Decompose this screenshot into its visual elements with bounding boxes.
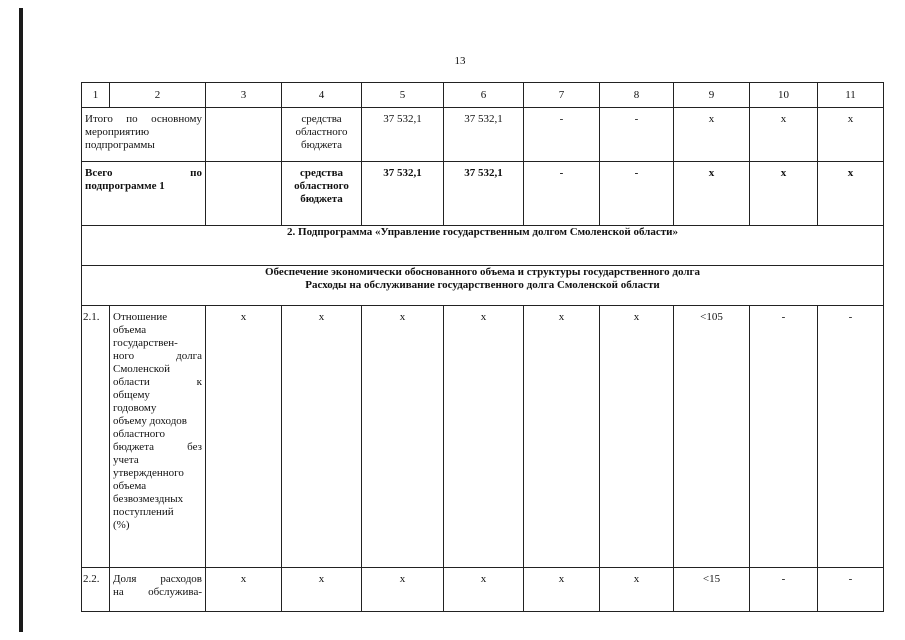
cell-col3: x bbox=[206, 568, 282, 612]
indicator-name bbox=[110, 306, 206, 568]
cell-col7: x bbox=[524, 568, 600, 612]
funding-source bbox=[282, 108, 362, 162]
indicator-name-line: объему доходов bbox=[113, 415, 187, 427]
column-header: 4 bbox=[282, 83, 362, 108]
cell-col8: - bbox=[600, 162, 674, 226]
cell-col5: 37 532,1 bbox=[362, 108, 444, 162]
column-header: 7 bbox=[524, 83, 600, 108]
row-label-line: подпрограммы bbox=[85, 139, 155, 151]
page-edge-bar bbox=[19, 8, 23, 632]
indicator-name-line: объема bbox=[113, 480, 147, 492]
indicator-name-line: поступлений bbox=[113, 506, 174, 518]
indicator-name-line: государствен- bbox=[113, 337, 178, 349]
cell-col8: x bbox=[600, 306, 674, 568]
source-line: областного bbox=[294, 180, 349, 192]
subsection-title-line: Расходы на обслуживание государственного долга Смоленской области bbox=[305, 279, 660, 291]
column-header: 6 bbox=[444, 83, 524, 108]
subsection-row bbox=[82, 266, 884, 306]
section-title: 2. Подпрограмма «Управление государственным долгом Смоленской области» bbox=[82, 226, 884, 266]
column-header: 2 bbox=[110, 83, 206, 108]
indicator-name-line: утвержденного bbox=[113, 467, 184, 479]
indicator-name-line: безвозмездных bbox=[113, 493, 184, 505]
row-label-line: Итого по основному bbox=[85, 113, 202, 125]
cell-col11: - bbox=[818, 306, 884, 568]
indicator-name-line: общему bbox=[113, 389, 150, 401]
cell-col7: - bbox=[524, 108, 600, 162]
table-row-total-main-event bbox=[82, 108, 884, 162]
indicator-name bbox=[110, 568, 206, 612]
subsection-title-line: Обеспечение экономически обоснованного объема и структуры государственного долга bbox=[265, 266, 700, 278]
cell-col8: x bbox=[600, 568, 674, 612]
cell-col10: - bbox=[750, 306, 818, 568]
indicator-name-line: Доля расходов bbox=[113, 573, 202, 585]
cell-col3: x bbox=[206, 306, 282, 568]
cell-col9: x bbox=[674, 108, 750, 162]
column-header: 8 bbox=[600, 83, 674, 108]
cell-col4: x bbox=[282, 306, 362, 568]
cell-col10: x bbox=[750, 108, 818, 162]
column-header: 5 bbox=[362, 83, 444, 108]
column-header: 10 bbox=[750, 83, 818, 108]
cell-col7: x bbox=[524, 306, 600, 568]
cell-col10: x bbox=[750, 162, 818, 226]
cell-col5: x bbox=[362, 306, 444, 568]
source-line: бюджета bbox=[300, 139, 342, 151]
indicator-name-line: годовому bbox=[113, 402, 157, 414]
cell-col8: - bbox=[600, 108, 674, 162]
subsection-title bbox=[82, 266, 884, 306]
source-line: средства bbox=[301, 113, 342, 125]
indicator-number: 2.2. bbox=[82, 568, 110, 612]
cell-col11: x bbox=[818, 108, 884, 162]
cell-col9: <105 bbox=[674, 306, 750, 568]
indicator-name-line: учета bbox=[113, 454, 139, 466]
funding-source bbox=[282, 162, 362, 226]
cell-col5: x bbox=[362, 568, 444, 612]
indicator-number: 2.1. bbox=[82, 306, 110, 568]
cell-col9: <15 bbox=[674, 568, 750, 612]
cell-col6: x bbox=[444, 306, 524, 568]
indicator-name-line: Отношение bbox=[113, 311, 168, 323]
row-label bbox=[82, 108, 206, 162]
cell-col5: 37 532,1 bbox=[362, 162, 444, 226]
source-line: областного bbox=[295, 126, 348, 138]
row-label bbox=[82, 162, 206, 226]
cell-col4: x bbox=[282, 568, 362, 612]
indicator-name-line: на обслужива- bbox=[113, 586, 202, 598]
indicator-name-line: области к bbox=[113, 376, 202, 388]
indicator-name-line: бюджета без bbox=[113, 441, 202, 453]
cell-col6: x bbox=[444, 568, 524, 612]
row-label-line: мероприятию bbox=[85, 126, 150, 138]
indicator-name-line: областного bbox=[113, 428, 166, 440]
row-label-line: Всего по bbox=[85, 167, 202, 179]
source-line: средства bbox=[299, 167, 344, 179]
column-header-row bbox=[82, 83, 884, 108]
column-header: 9 bbox=[674, 83, 750, 108]
column-header: 3 bbox=[206, 83, 282, 108]
cell-col7: - bbox=[524, 162, 600, 226]
column-header: 11 bbox=[818, 83, 884, 108]
row-label-line: подпрограмме 1 bbox=[85, 180, 165, 192]
cell-col10: - bbox=[750, 568, 818, 612]
cell-col11: - bbox=[818, 568, 884, 612]
indicator-name-line: объема bbox=[113, 324, 147, 336]
cell-col3 bbox=[206, 162, 282, 226]
column-header: 1 bbox=[82, 83, 110, 108]
indicator-name-line: Смоленской bbox=[113, 363, 170, 375]
cell-col11: x bbox=[818, 162, 884, 226]
cell-col9: x bbox=[674, 162, 750, 226]
table-row-total-subprogram bbox=[82, 162, 884, 226]
page-number: 13 bbox=[454, 55, 466, 67]
table-row-indicator-2-2 bbox=[82, 568, 884, 612]
table-row-indicator-2-1 bbox=[82, 306, 884, 568]
budget-table bbox=[81, 82, 884, 612]
source-line: бюджета bbox=[300, 193, 343, 205]
cell-col6: 37 532,1 bbox=[444, 162, 524, 226]
cell-col6: 37 532,1 bbox=[444, 108, 524, 162]
indicator-name-line: (%) bbox=[113, 519, 130, 531]
cell-col3 bbox=[206, 108, 282, 162]
indicator-name-line: ного долга bbox=[113, 350, 202, 362]
section-row bbox=[82, 226, 884, 266]
